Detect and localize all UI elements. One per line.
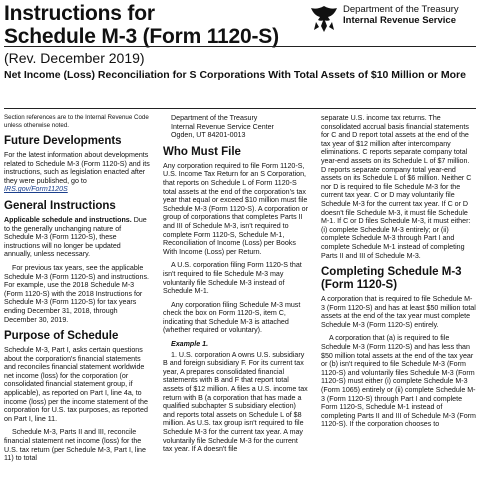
future-developments-text: For the latest information about developments related to Schedule M-3 (Form 1120-S) and its instructions, such as legislation enacted after they were published, go to IRS.gov/Form1120S	[4, 151, 150, 194]
heading-purpose-of-schedule: Purpose of Schedule	[4, 330, 119, 343]
section-reference-note: Section references are to the Internal Revenue Code unless otherwise noted.	[4, 114, 149, 129]
agency-name	[343, 4, 459, 26]
completing-paragraph: A corporation that is required to file Schedule M-3 (Form 1120-S) and has at least $50 million total assets at the end of the tax year must complete Schedule M-3 (Form 1120-S) entirely.	[321, 295, 476, 329]
checkbox-paragraph: Any corporation filing Schedule M-3 must check the box on Form 1120-S, item C, indicating that Schedule M-3 is attached (whether required or voluntary).	[163, 300, 301, 335]
example-continued-text: separate U.S. income tax returns. The consolidated accrual basis financial statements for C and D report total assets at the end of the tax year of $12 million after intercompany eliminations. C reports separate company total year-end assets on its Schedule L of $7 million. D reports separate company total year-end assets on its Schedule L of $6 million. Neither C nor D is required to file Schedule M-3 for the current tax year. C or D may voluntarily file Schedule M-3 for the current tax year. If C or D doesn't file Schedule M-3, it must file Schedule M-1. If C or D files Schedule M-3, it must either: (i) complete Schedule M-3 entirely; or (ii) complete Schedule M-3 through Part I and complete Schedule M-1 instead of completing Parts II and III of Schedule M-3.	[321, 114, 472, 260]
previous-years-paragraph: For previous tax years, see the applicable Schedule M-3 (Form 1120-S) and instructions. For example, use the 2018 Schedule M-3 (Form 1120-S) with the 2018 Instructions for Schedule M-3 (Form 1120-S) for tax years ending December 31, 2018, through December 30, 2019.	[4, 263, 149, 324]
example-1-text: 1. U.S. corporation A owns U.S. subsidiary B and foreign subsidiary F. For its current tax year, A prepares consolidated financial statements with B and F that report total assets of $12 million. A files a U.S. income tax return with B (a corporation that has made a qualified subchapter S subsidiary election) and reports total assets on Schedule L of $8 million. As U.S. tax group isn't required to file Schedule M-3 for the current tax year. A may voluntarily file Schedule M-3 for the current tax year. If A doesn't file	[163, 350, 308, 454]
revision-date: (Rev. December 2019)	[4, 50, 145, 66]
applicable-schedule-paragraph: Applicable schedule and instructions. Due to the generally unchanging nature of Schedule M-3 (Form 1120-S), these instructions will no longer be updated annually, unless necessary.	[4, 215, 147, 259]
less-than-50m-paragraph: A corporation that (a) is required to file Schedule M-3 (Form 1120-S) and has less than $50 million total assets at the end of the tax year or (b) isn't required to file Schedule M-3 (Form 1120-S) and voluntarily files Schedule M-3 (Form 1120-S) must either (i) complete Schedule M-3 (Form 1065) entirely or (ii) complete Schedule M-3 (Form 1120-S) through Part I and complete Form 1120-S, Schedule M-1 instead of completing Parts II and III of Schedule M-3 (Form 1120-S). If the corporation chooses to	[321, 334, 476, 429]
title-line-2: Schedule M-3 (Form 1120-S)	[4, 25, 279, 48]
example-1-heading: Example 1.	[171, 340, 209, 349]
column-1	[4, 114, 150, 468]
irs-form-link[interactable]: IRS.gov/Form1120S	[4, 185, 68, 194]
heading-completing-schedule: Completing Schedule M-3 (Form 1120-S)	[321, 266, 462, 292]
heading-general-instructions: General Instructions	[4, 199, 116, 212]
header-rule-bottom	[4, 108, 476, 109]
who-must-file-paragraph: Any corporation required to file Form 1120-S, U.S. Income Tax Return for an S Corporation, that reports on Schedule L of Form 1120-S total assets at the end of the corporation's tax year that equal or exceed $10 million must file Schedule M-3 (Form 1120-S). A corporation or group of corporations that completes Parts II and III of Schedule M-3, isn't required to complete Form 1120-S, Schedule M-1, Reconciliation of Income (Loss) per Books With Income (Loss) per Return.	[163, 161, 308, 256]
parts-paragraph: Schedule M-3, Parts II and III, reconcile financial statement net income (loss) for the U.S. tax return (per Schedule M-3, Part I, line 11) to total	[4, 428, 146, 463]
column-3	[321, 114, 476, 434]
agency-line-1: Department of the Treasury	[343, 4, 459, 15]
document-title	[4, 2, 279, 48]
irs-eagle-icon	[310, 4, 338, 34]
document-subtitle: Net Income (Loss) Reconciliation for S Corporations With Total Assets of $10 Million or More	[4, 69, 466, 81]
title-line-1: Instructions for	[4, 2, 155, 25]
voluntary-filing-paragraph: A U.S. corporation filing Form 1120-S that isn't required to file Schedule M-3 may voluntarily file Schedule M-3 instead of Schedule M-1.	[163, 261, 302, 296]
mailing-address: Department of the Treasury Internal Revenue Service Center Ogden, UT 84201-0013	[171, 114, 274, 140]
agency-logo	[310, 4, 459, 34]
agency-line-2: Internal Revenue Service	[343, 15, 456, 26]
heading-future-developments: Future Developments	[4, 135, 122, 147]
purpose-paragraph: Schedule M-3, Part I, asks certain questions about the corporation's financial statements and reconciles financial statement worldwide net income (loss) for the corporation (or consolidated financial statement group, if applicable), as reported on Part I, line 4a, to income (loss) per the income statement of the corporation for U.S. tax purposes, as reported on Part I, line 11.	[4, 346, 148, 423]
column-2	[163, 114, 309, 459]
header-rule-top	[4, 46, 476, 47]
heading-who-must-file: Who Must File	[163, 145, 241, 158]
